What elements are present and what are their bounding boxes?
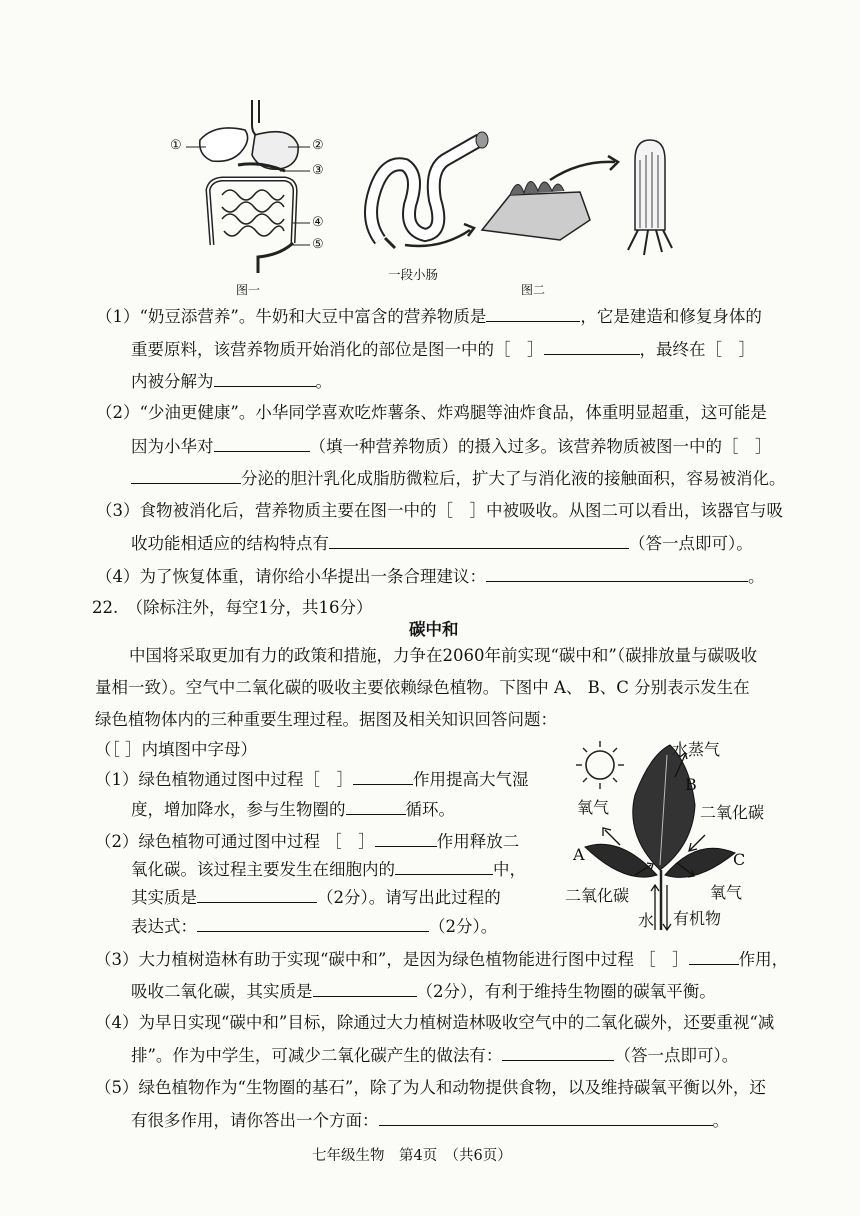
q22-5-line2: 有很多作用，请你答出一个方面： 。 (131, 1107, 729, 1134)
q21-1-line2: 重要原料，该营养物质开始消化的部位是图一中的［ ］ ，最终在［ ］ (131, 336, 755, 363)
label-b: B (685, 775, 697, 794)
small-intestine-label: 一段小肠 (388, 267, 439, 282)
q21-3-line1: （3）食物被消化后，营养物质主要在图一中的［ ］中被吸收。从图二可以看出，该器官与吸 (96, 501, 783, 520)
marker-2: ② (312, 138, 324, 153)
marker-1: ① (170, 138, 182, 153)
q22-header: 22. （除标注外，每空1分，共16分） (92, 598, 373, 617)
q22-2-line2: 氧化碳。该过程主要发生在细胞内的 中， (131, 856, 526, 883)
q21-4-line1: （4）为了恢复体重，请你给小华提出一条合理建议： 。 (96, 563, 765, 590)
label-c: C (733, 850, 746, 869)
q22-2-line4: 表达式： （2分）。 (131, 913, 497, 940)
q22-5-line1: （5）绿色植物作为“生物圈的基石”，除了为人和动物提供食物，以及维持碳氧平衡以外，还 (95, 1078, 766, 1097)
q22-2-line1: （2）绿色植物可通过图中过程 ［ ］ 作用释放二 (95, 828, 519, 855)
marker-4: ④ (312, 215, 324, 230)
label-water-vapor: 水蒸气 (672, 740, 721, 759)
label-water: 水 (638, 911, 655, 930)
figure1-caption: 图一 (236, 283, 261, 297)
figure2-caption: 图二 (521, 283, 546, 297)
q22-3-line2: 吸收二氧化碳，其实质是 （2分），有利于维持生物圈的碳氧平衡。 (131, 978, 716, 1005)
q22-note: （［ ］内填图中字母） (95, 740, 257, 759)
small-intestine-figure (360, 120, 690, 270)
q22-1-line2: 度，增加降水，参与生物圈的 循环。 (131, 796, 455, 823)
label-organic: 有机物 (673, 909, 722, 928)
label-oxygen-right: 氧气 (710, 883, 743, 902)
q22-1-line1: （1）绿色植物通过图中过程［ ］ 作用提高大气湿 (95, 766, 529, 793)
q22-intro-line2: 量相一致）。空气中二氧化碳的吸收主要依赖绿色植物。下图中 A、 B、C 分别表示发生在 (95, 678, 750, 697)
q22-title: 碳中和 (409, 620, 459, 639)
q21-1-line3: 内被分解为 。 (131, 368, 332, 395)
q22-intro-line1: 中国将采取更加有力的政策和措施，力争在2060年前实现“碳中和”（碳排放量与碳吸收 (129, 646, 758, 665)
q22-3-line1: （3）大力植树造林有助于实现“碳中和”，是因为绿色植物能进行图中过程 ［ ］ 作用， (95, 946, 788, 973)
label-co2-left: 二氧化碳 (565, 886, 630, 905)
q21-1-line1: （1）“奶豆添营养”。牛奶和大豆中富含的营养物质是 ，它是建造和修复身体的 (96, 303, 762, 330)
q22-4-line2: 排”。作为中学生，可减少二氧化碳产生的做法有： （答一点即可）。 (131, 1042, 738, 1069)
q21-2-line1: （2）“少油更健康”。小华同学喜欢吃炸薯条、炸鸡腿等油炸食品，体重明显超重，这可能是 (96, 403, 767, 422)
q21-2-line2: 因为小华对 （填一种营养物质）的摄入过多。该营养物质被图一中的［ ］ (131, 433, 772, 460)
page-footer: 七年级生物 第4页 （共6页） (312, 1148, 512, 1164)
label-a: A (573, 845, 585, 864)
q22-2-line3: 其实质是 （2分）。请写出此过程的 (131, 884, 501, 911)
q21-3-line2: 收功能相适应的结构特点有 （答一点即可）。 (131, 530, 753, 557)
q21-2-line3: 分泌的胆汁乳化成脂肪微粒后，扩大了与消化液的接触面积，容易被消化。 (131, 465, 786, 492)
marker-3: ③ (312, 163, 324, 178)
label-co2-right: 二氧化碳 (700, 803, 765, 822)
label-oxygen-left: 氧气 (577, 798, 610, 817)
q22-4-line1: （4）为早日实现“碳中和”目标，除通过大力植树造林吸收空气中的二氧化碳外，还要重视“减 (95, 1013, 775, 1032)
q22-intro-line3: 绿色植物体内的三种重要生理过程。据图及相关知识回答问题： (95, 710, 557, 729)
marker-5: ⑤ (312, 237, 324, 252)
